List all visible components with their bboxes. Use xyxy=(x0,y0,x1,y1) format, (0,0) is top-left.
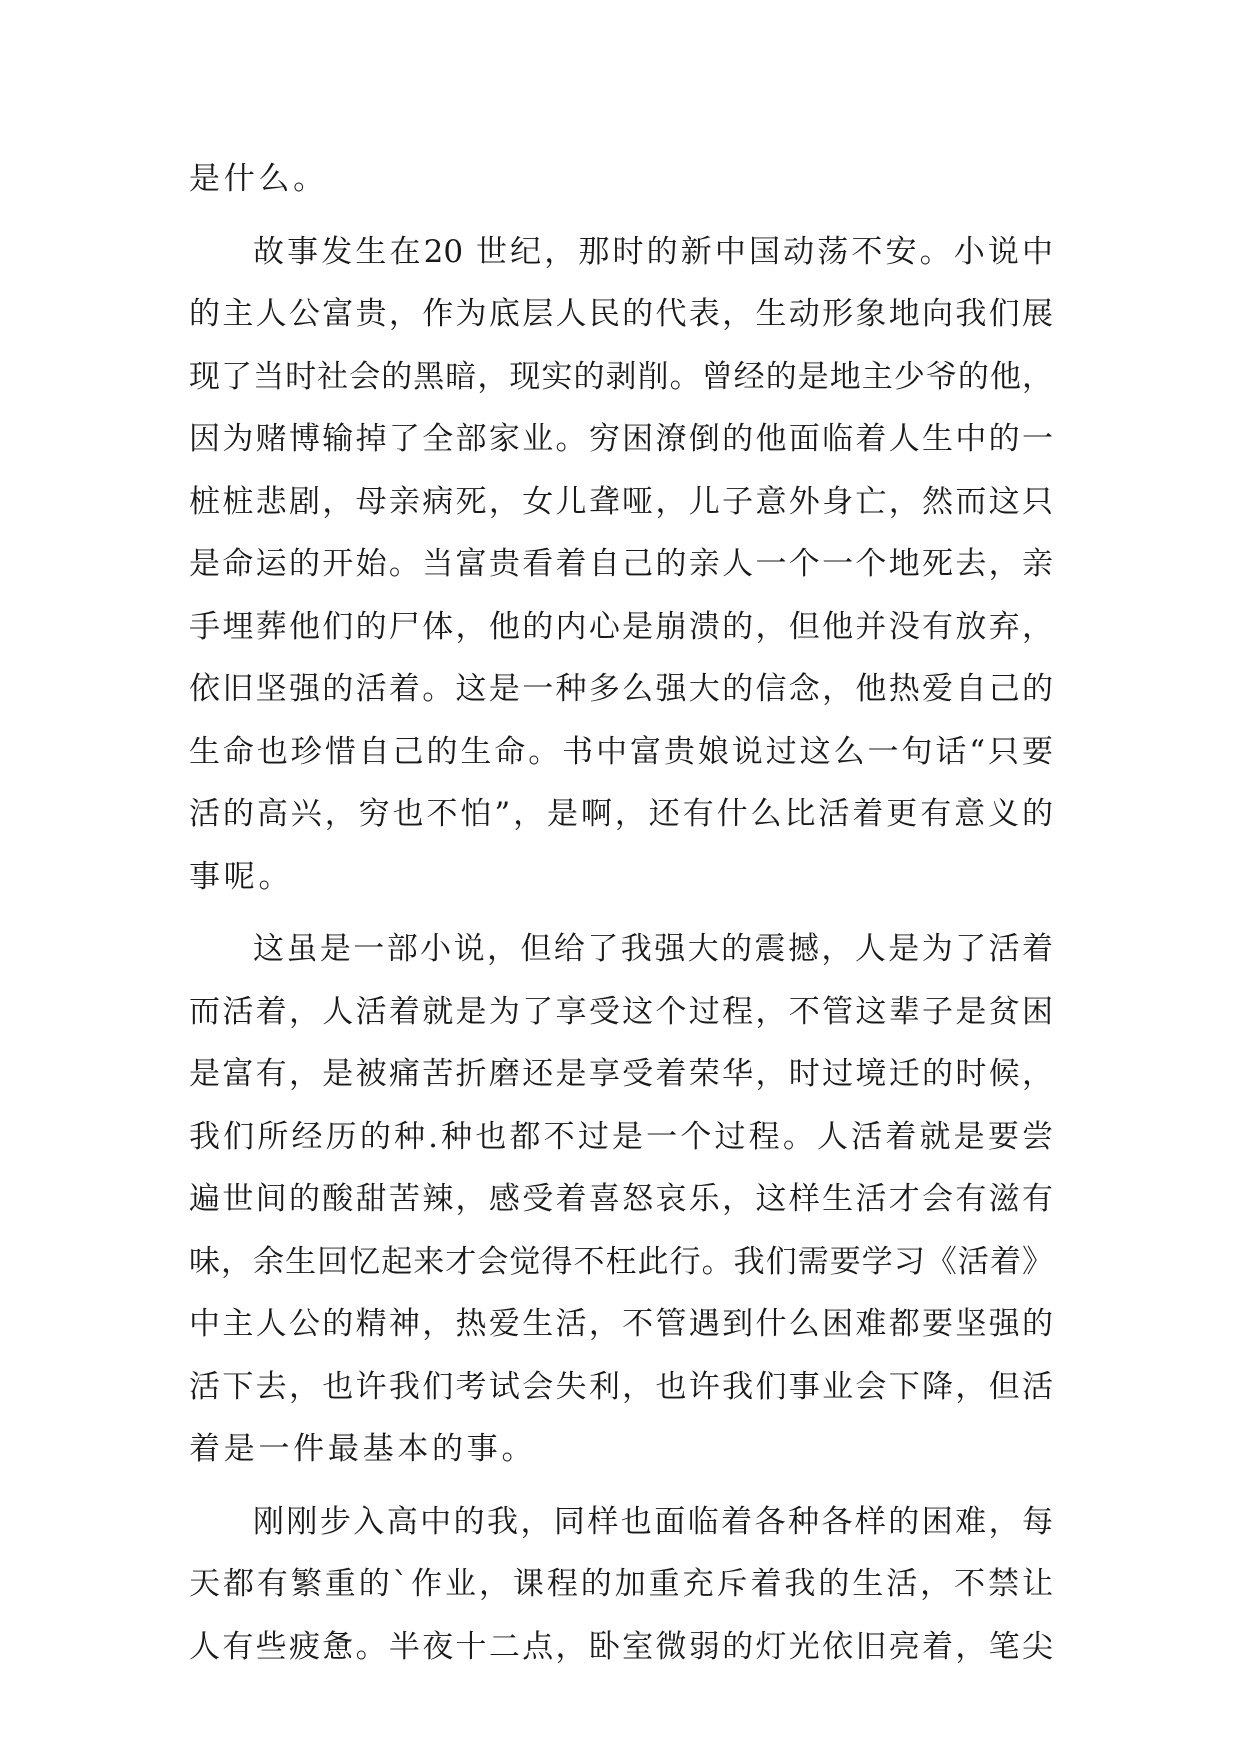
text-line: 而活着，人活着就是为了享受这个过程，不管这辈子是贫困 xyxy=(189,993,1053,1030)
text-line: 天都有繁重的`作业，课程的加重充斥着我的生活，不禁让 xyxy=(189,1566,1053,1602)
paragraph xyxy=(189,918,1053,1481)
paragraph-gap xyxy=(189,211,1053,221)
text-line: 生命也珍惜自己的生命。书中富贵娘说过这么一句话“只要 xyxy=(189,733,1053,770)
text-line: 是富有，是被痛苦折磨还是享受着荣华，时过境迁的时候， xyxy=(189,1056,1053,1092)
paragraph xyxy=(189,221,1053,909)
text-line: 的主人公富贵，作为底层人民的代表，生动形象地向我们展 xyxy=(189,296,1053,332)
text-line: 中主人公的精神，热爱生活，不管遇到什么困难都要坚强的 xyxy=(189,1306,1053,1342)
text-line: 故事发生在20 世纪，那时的新中国动荡不安。小说中 xyxy=(253,233,1053,270)
text-line: 刚刚步入高中的我，同样也面临着各种各样的困难，每 xyxy=(253,1503,1053,1540)
text-line: 我们所经历的种.种也都不过是一个过程。人活着就是要尝 xyxy=(189,1118,1053,1155)
paragraph-gap xyxy=(189,908,1053,918)
paragraph xyxy=(189,148,1053,211)
paragraph xyxy=(189,1491,1053,1679)
text-line: 着是一件最基本的事。 xyxy=(189,1431,537,1467)
text-line: 依旧坚强的活着。这是一种多么强大的信念，他热爱自己的 xyxy=(189,671,1053,707)
text-line: 味，余生回忆起来才会觉得不枉此行。我们需要学习《活着》 xyxy=(189,1243,1053,1280)
text-line: 遍世间的酸甜苦辣，感受着喜怒哀乐，这样生活才会有滋有 xyxy=(189,1181,1053,1217)
text-line: 活下去，也许我们考试会失利，也许我们事业会下降，但活 xyxy=(189,1368,1053,1405)
document-body xyxy=(189,148,1053,1678)
text-line: 桩桩悲剧，母亲病死，女儿聋哑，儿子意外身亡，然而这只 xyxy=(189,483,1053,520)
text-line: 活的高兴，穷也不怕”，是啊，还有什么比活着更有意义的 xyxy=(189,796,1053,832)
paragraph-gap xyxy=(189,1481,1053,1491)
text-line: 这虽是一部小说，但给了我强大的震撼，人是为了活着 xyxy=(253,931,1053,967)
text-line: 现了当时社会的黑暗，现实的剥削。曾经的是地主少爷的他， xyxy=(189,358,1053,395)
text-line: 是什么。 xyxy=(189,161,328,197)
text-line: 事呢。 xyxy=(189,858,294,895)
text-line: 因为赌博输掉了全部家业。穷困潦倒的他面临着人生中的一 xyxy=(189,421,1053,457)
text-line: 手埋葬他们的尸体，他的内心是崩溃的，但他并没有放弃， xyxy=(189,608,1053,645)
text-line: 人有些疲惫。半夜十二点，卧室微弱的灯光依旧亮着，笔尖 xyxy=(189,1628,1053,1665)
text-line: 是命运的开始。当富贵看着自己的亲人一个一个地死去，亲 xyxy=(189,546,1053,582)
